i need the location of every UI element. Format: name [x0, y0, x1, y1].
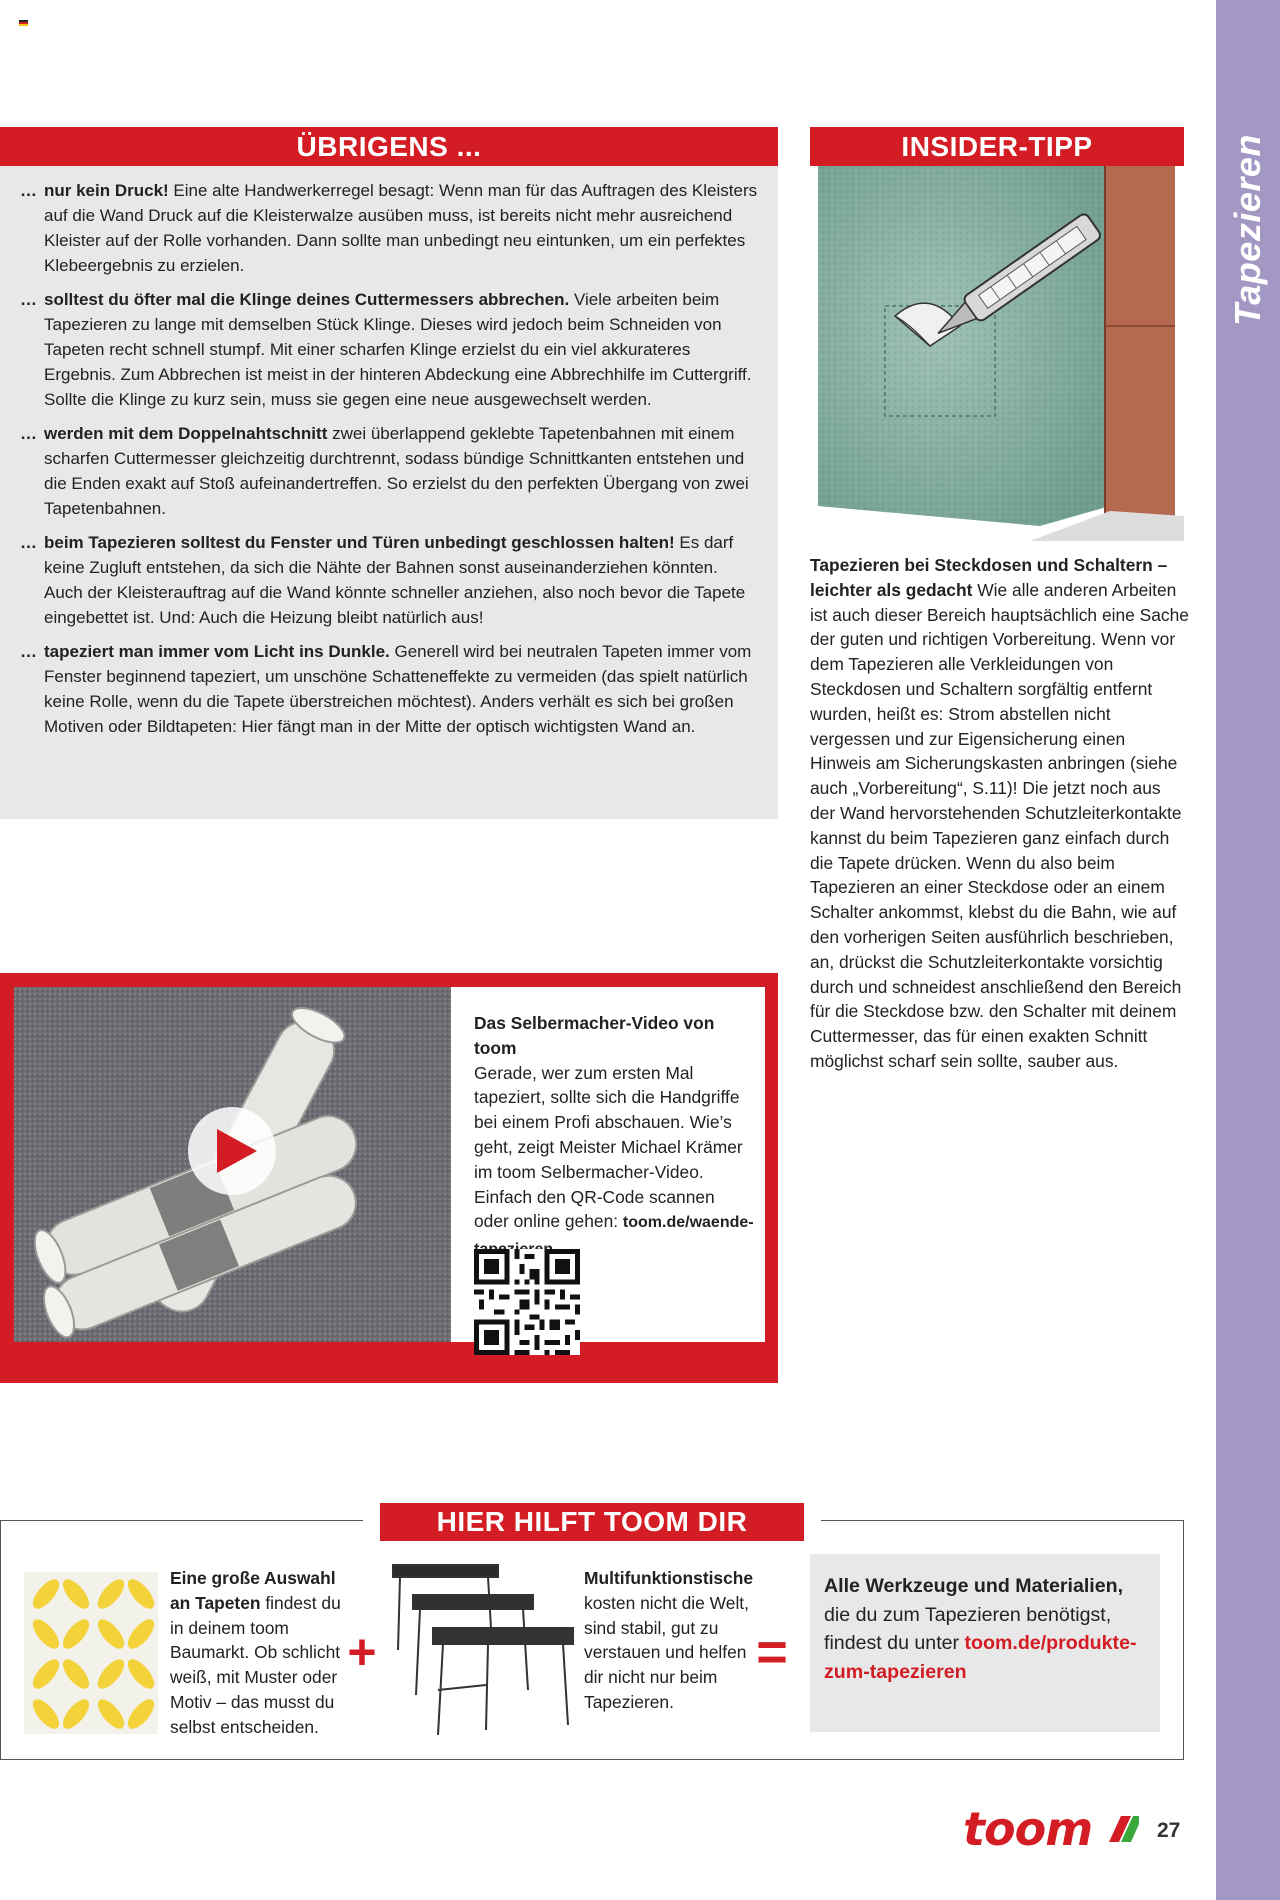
video-thumbnail[interactable]	[14, 987, 451, 1342]
tip-lead: werden mit dem Doppelnahtschnitt	[44, 424, 328, 443]
multifunction-tables-text	[584, 1566, 759, 1715]
video-info-text	[474, 1011, 754, 1263]
toom-logo-word: toom	[963, 1802, 1093, 1856]
tip-text: Es darf keine Zugluft entstehen, da sich die Nähte der Bahnen sonst auseinanderziehen könnten. Auch der Kleisterauftrag auf die Wand könnte schneller anziehen, also noch bevor die Tapete eingebettet ist. Und: Auch die Heizung bleibt natürlich aus!	[44, 533, 746, 627]
tip-lead: tapeziert man immer vom Licht ins Dunkle.	[44, 642, 390, 661]
uebrigens-box	[0, 127, 778, 819]
cutter-socket-illustration	[810, 166, 1184, 541]
video-info-panel	[451, 987, 765, 1342]
tip-lead: nur kein Druck!	[44, 181, 169, 200]
tables-drawing	[388, 1560, 578, 1740]
qr-code-icon[interactable]	[474, 1249, 580, 1355]
insider-tipp-box	[810, 127, 1184, 541]
tip-lead: beim Tapezieren solltest du Fenster und Türen unbedingt geschlossen halten!	[44, 533, 675, 552]
tip-paragraph: … solltest du öfter mal die Klinge deines Cuttermessers abbrechen. Viele arbeiten beim Tapezieren zu lange mit demselben Stück Klinge. Dieses wird jedoch beim Schneiden von Tapeten recht schnell stumpf. Mit einer scharfen Klinge erzielst du ein viel akkurateres Ergebnis. Zum Abbrechen ist meist in der hinteren Abdeckung eine Abbrechhilfe im Cuttergriff. Sollte die Klinge zu kurz sein, muss sie gegen eine neue ausgewechselt werden.	[20, 290, 752, 409]
multifunction-tables-body: kosten nicht die Welt, sind stabil, gut zu verstauen und helfen dir nicht nur beim Tapezieren.	[584, 1592, 749, 1712]
tip-paragraph: … beim Tapezieren solltest du Fenster und Türen unbedingt geschlossen halten! Es darf keine Zugluft entstehen, da sich die Nähte der Bahnen sonst auseinanderziehen könnten. Auch der Kleisterauftrag auf die Wand könnte schneller anziehen, also noch bevor die Tapete eingebettet ist. Und: Auch die Heizung bleibt natürlich aus!	[20, 533, 746, 627]
tip-text: Eine alte Handwerkerregel besagt: Wenn man für das Auftragen des Kleisters auf die Wand Druck auf die Kleisterwalze ausüben muss, ist bereits nicht mehr ausreichend Kleister auf der Rolle vorhanden. Dann sollte man unbedingt neu eintunken, um ein perfektes Klebeergebnis zu erzielen.	[44, 181, 758, 275]
hier-hilft-title: HIER HILFT TOOM DIR WEITER:	[380, 1503, 804, 1541]
wallpaper-pattern	[24, 1572, 158, 1734]
tip-paragraph: … nur kein Druck! Eine alte Handwerkerregel besagt: Wenn man für das Auftragen des Kleisters auf die Wand Druck auf die Kleisterwalze ausüben muss, ist bereits nicht mehr ausreichend Kleister auf der Rolle vorhanden. Dann sollte man unbedingt neu eintunken, um ein perfektes Klebeergebnis zu erzielen.	[20, 181, 758, 275]
equals-icon: =	[756, 1622, 788, 1682]
page-number: 27	[1157, 1819, 1181, 1842]
multifunction-tables-image	[388, 1560, 578, 1740]
tip-lead: solltest du öfter mal die Klinge deines Cuttermessers abbrechen.	[44, 290, 570, 309]
tools-materials-box	[810, 1554, 1160, 1732]
flag-icon	[19, 20, 28, 27]
side-tab	[1216, 0, 1280, 1900]
video-link[interactable]: toom.de/waende-	[622, 1214, 754, 1232]
tip-text: Viele arbeiten beim Tapezieren zu lange mit demselben Stück Klinge. Dieses wird jedoch beim Schneiden von Tapeten recht schnell stumpf. Mit einer scharfen Klinge erzielst du ein viel akkurateres Ergebnis. Zum Abbrechen ist meist in der hinteren Abdeckung eine Abbrechhilfe im Cuttergriff. Sollte die Klinge zu kurz sein, muss sie gegen eine neue ausgewechselt werden.	[44, 290, 752, 409]
tip-text: zwei überlappend geklebte Tapetenbahnen mit einem scharfen Cuttermesser gleichzeitig durchtrennt, sodass bündige Schnittkanten entstehen und die Enden exakt auf Stoß aufeinandertreffen. So erzielst du den perfekten Übergang von zwei Tapetenbahnen.	[44, 424, 749, 518]
uebrigens-body	[0, 166, 778, 739]
tools-materials-body: die du zum Tapezieren benötigst, findest du unter	[824, 1603, 1112, 1654]
insider-title: INSIDER-TIPP	[810, 127, 1184, 166]
tip-text: Generell wird bei neutralen Tapeten immer vom Fenster beginnend tapeziert, um unschöne Schatteneffekte zu vermeiden (das spielt natürlich keine Rolle, wenn du die Tapete überstreichen möchtest). Anders verhält es sich bei großen Motiven oder Bildtapeten: Hier fängt man in der Mitte der optisch wichtigsten Wand an.	[44, 642, 752, 736]
uebrigens-title: ÜBRIGENS ...	[0, 127, 778, 166]
cutter-socket-drawing	[810, 166, 1184, 541]
tools-materials-link[interactable]: toom.de/produkte-zum-tapezieren	[824, 1632, 1137, 1683]
video-heading: Das Selbermacher-Video von toom	[474, 1013, 715, 1058]
tip-paragraph: … tapeziert man immer vom Licht ins Dunkle. Generell wird bei neutralen Tapeten immer vom Fenster beginnend tapeziert, um unschöne Schatteneffekte zu vermeiden (das spielt natürlich keine Rolle, wenn du die Tapete überstreichen möchtest). Anders verhält es sich bei großen Motiven oder Bildtapeten: Hier fängt man in der Mitte der optisch wichtigsten Wand an.	[20, 642, 752, 736]
insider-body: Wie alle anderen Arbeiten ist auch dieser Bereich hauptsächlich eine Sache der guten und richtigen Vorbereitung. Wenn vor dem Tapezieren alle Verkleidungen von Steckdosen und Schaltern sorgfältig entfernt wurden, heißt es: Strom abstellen nicht vergessen und zur Eigensicherung einen Hinweis am Sicherungskasten anbringen (siehe auch „Vorbereitung“, S.11)! Die jetzt noch aus der Wand hervorstehenden Schutzleiterkontakte kannst du beim Tapezieren ganz einfach durch die Tapete drücken. Wenn du also beim Tapezieren an einer Steckdose oder an einem Schalter ankommst, klebst du die Bahn, wie auf den vorherigen Seiten ausführlich beschrieben, an, drückst die Schutzleiterkontakte vorsichtig durch und schneidest anschließend den Bereich für die Steckdose bzw. den Schalter mit deinem Cuttermesser, das für einen exakten Schnitt möglichst scharf sein sollte, sauber aus.	[810, 579, 1189, 1071]
side-tab-label: Tapezieren	[1227, 134, 1268, 326]
wallpaper-selection-body: findest du in deinem toom Baumarkt. Ob schlicht weiß, mit Muster oder Motiv – das musst du selbst entscheiden.	[170, 1592, 341, 1737]
tools-materials-lead: Alle Werkzeuge und Materialien,	[824, 1575, 1124, 1597]
qr-code-graphic	[474, 1249, 580, 1355]
tip-paragraph: … werden mit dem Doppelnahtschnitt zwei überlappend geklebte Tapetenbahnen mit einem scharfen Cuttermesser gleichzeitig durchtrennt, sodass bündige Schnittkanten entstehen und die Enden exakt auf Stoß aufeinandertreffen. So erzielst du den perfekten Übergang von zwei Tapetenbahnen.	[20, 424, 749, 518]
wallpaper-sample-image	[24, 1572, 158, 1734]
wallpaper-rolls-photo	[14, 987, 451, 1342]
toom-logo-stripes	[963, 1810, 1139, 1850]
video-description: Gerade, wer zum ersten Mal tapeziert, sollte sich die Handgriffe bei einem Profi abschauen. Wie’s geht, zeigt Meister Michael Krämer im toom Selbermacher-Video. Einfach den QR-Code scannen oder online gehen:	[474, 1062, 743, 1232]
insider-text	[810, 553, 1190, 1074]
tools-materials-text	[824, 1572, 1154, 1686]
insider-lead: Tapezieren bei Steckdosen und Schaltern – leichter als gedacht	[810, 555, 1168, 600]
plus-icon: +	[347, 1624, 377, 1680]
wallpaper-selection-text	[170, 1566, 345, 1740]
wallpaper-selection-lead: Eine große Auswahl an Tapeten	[170, 1568, 336, 1613]
video-box	[0, 973, 778, 1383]
multifunction-tables-lead: Multifunktionstische	[584, 1568, 754, 1588]
toom-logo	[963, 1802, 1139, 1856]
